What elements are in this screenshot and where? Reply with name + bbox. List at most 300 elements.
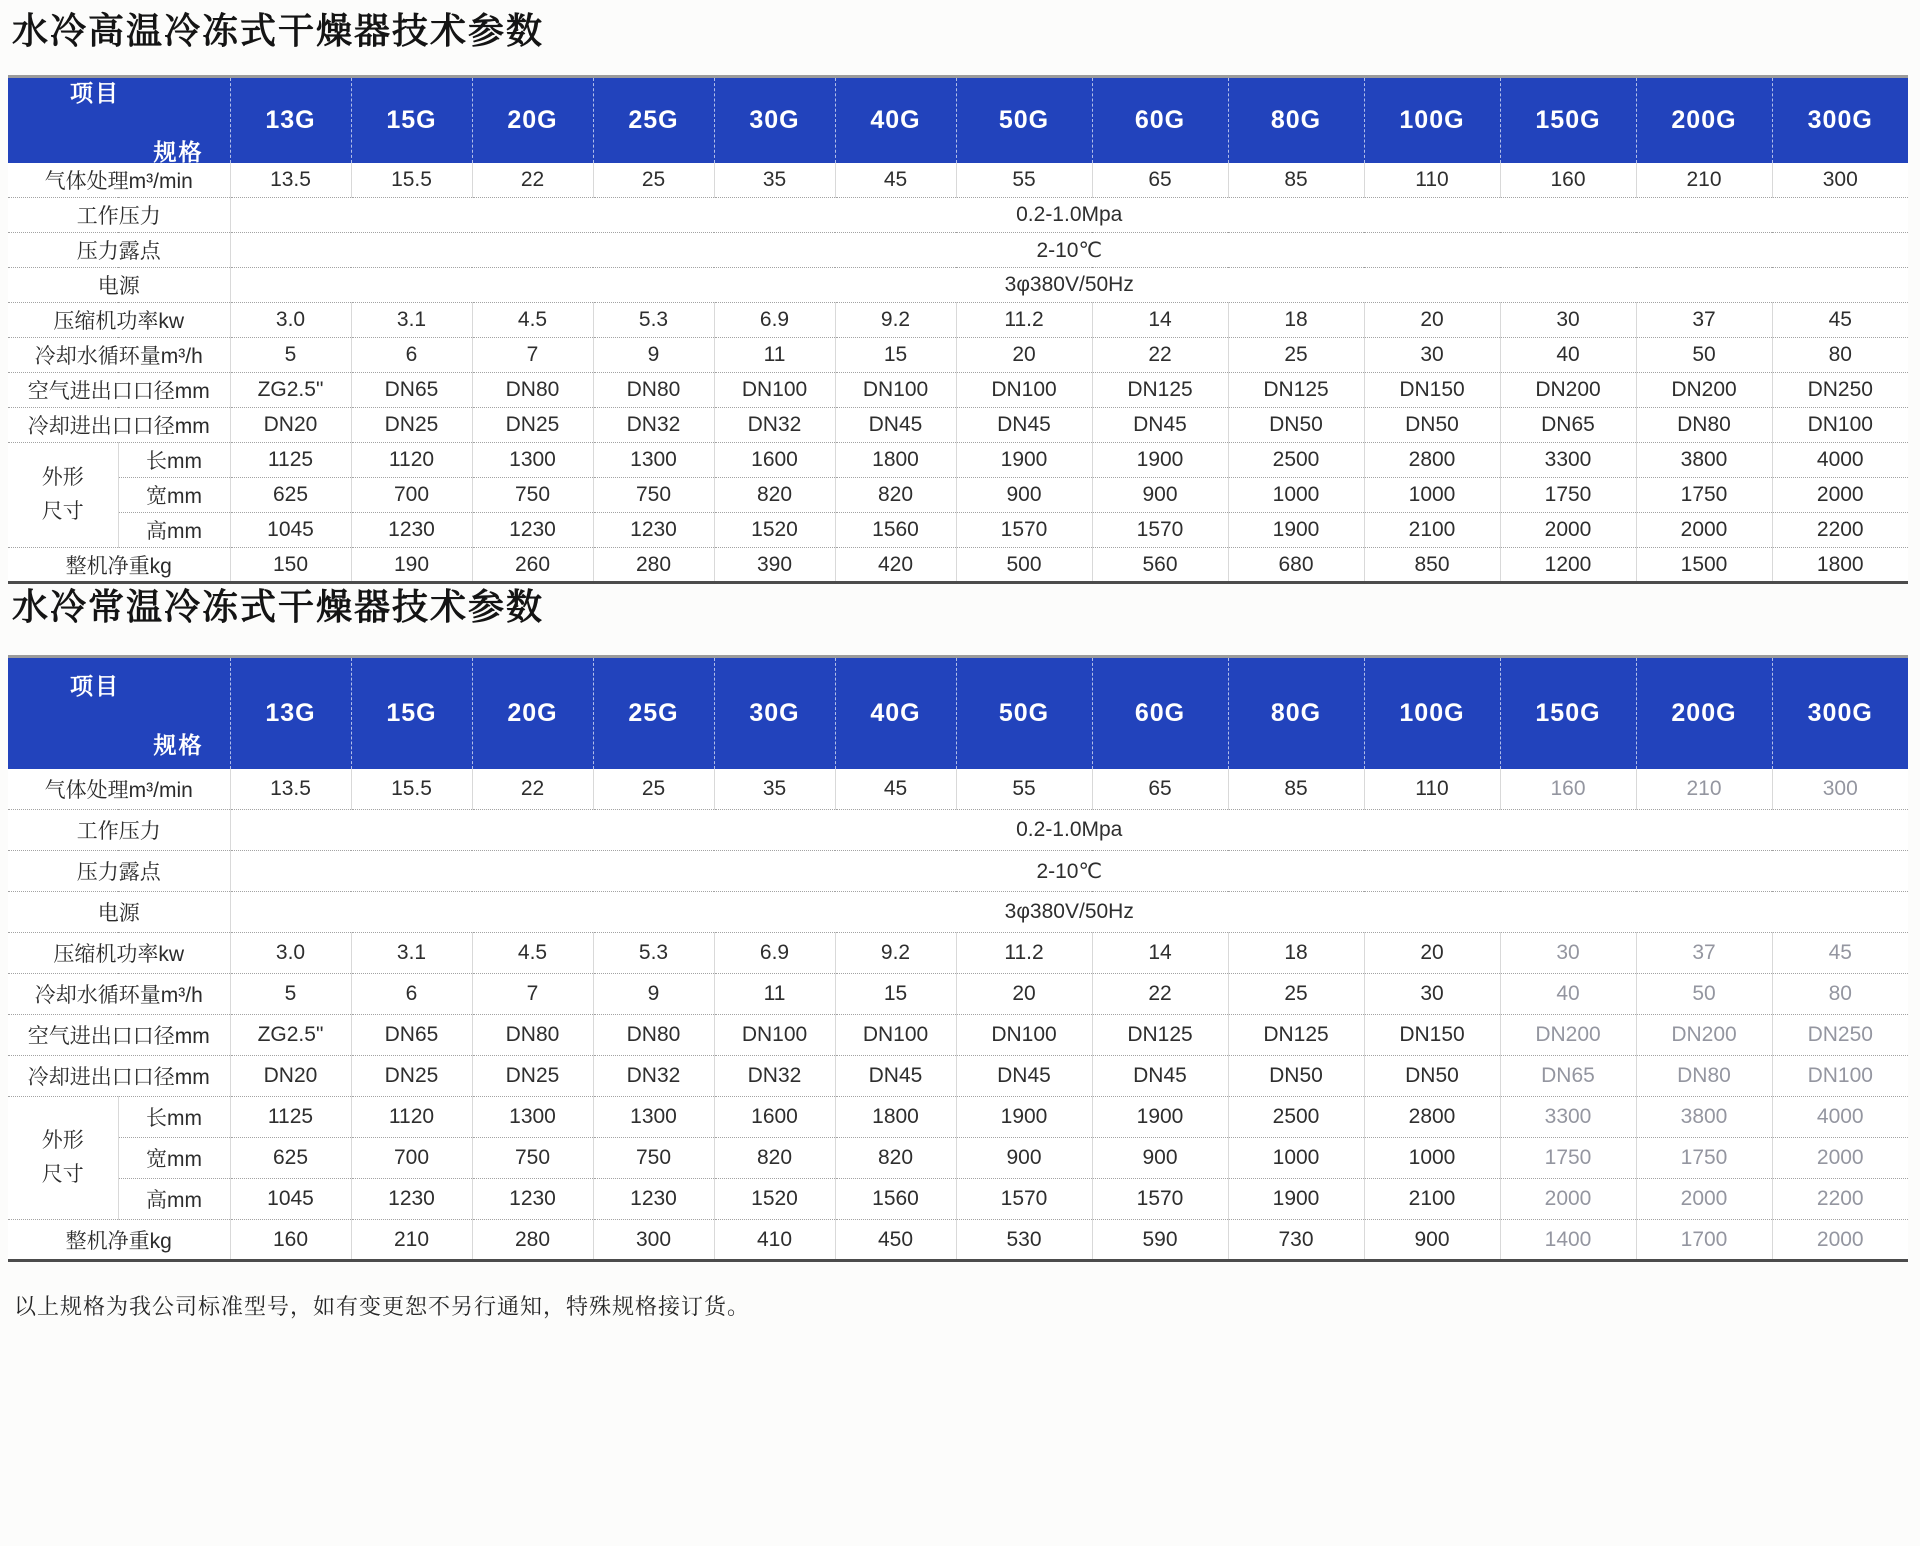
- spec-value-cell: DN100: [1772, 408, 1908, 443]
- spec-value-cell: 11: [714, 338, 835, 373]
- spec-value-cell: 1300: [472, 443, 593, 478]
- row-label: 冷却水循环量m³/h: [8, 338, 230, 373]
- table-row: [8, 408, 1908, 443]
- spec-value-cell: 2200: [1772, 513, 1908, 548]
- table-row: [8, 892, 1908, 933]
- spec-value-cell: DN32: [714, 1056, 835, 1097]
- spec-value-cell: 700: [351, 1138, 472, 1179]
- row-label: 压力露点: [8, 851, 230, 892]
- spec-value-cell: 22: [472, 769, 593, 810]
- column-header: 20G: [472, 77, 593, 163]
- spec-span-value: 0.2-1.0Mpa: [230, 810, 1908, 851]
- spec-value-cell: 3.1: [351, 303, 472, 338]
- spec-value-cell: 1570: [1092, 513, 1228, 548]
- spec-value-cell: DN80: [472, 373, 593, 408]
- spec-value-cell: 18: [1228, 303, 1364, 338]
- row-label: 气体处理m³/min: [8, 769, 230, 810]
- spec-value-cell: DN100: [714, 1015, 835, 1056]
- spec-span-value: 3φ380V/50Hz: [230, 892, 1908, 933]
- spec-value-cell: 1230: [351, 1179, 472, 1220]
- spec-value-cell: 22: [1092, 338, 1228, 373]
- spec-value-cell: 1120: [351, 443, 472, 478]
- spec-value-cell: 22: [472, 163, 593, 198]
- spec-value-cell: 13.5: [230, 769, 351, 810]
- table-row: [8, 233, 1908, 268]
- spec-value-cell: 5: [230, 338, 351, 373]
- spec-value-cell: 1750: [1500, 478, 1636, 513]
- spec-value-cell: 1125: [230, 1097, 351, 1138]
- spec-span-value: 3φ380V/50Hz: [230, 268, 1908, 303]
- row-sublabel: 宽mm: [118, 1138, 230, 1179]
- spec-value-cell: DN32: [593, 408, 714, 443]
- spec-span-value: 0.2-1.0Mpa: [230, 198, 1908, 233]
- spec-value-cell: DN125: [1228, 1015, 1364, 1056]
- spec-value-cell: DN150: [1364, 1015, 1500, 1056]
- spec-value-cell: DN45: [956, 1056, 1092, 1097]
- column-header: 100G: [1364, 657, 1500, 769]
- row-sublabel: 长mm: [118, 443, 230, 478]
- spec-value-cell: 1230: [593, 513, 714, 548]
- spec-value-cell: 1230: [472, 513, 593, 548]
- spec-value-cell: 560: [1092, 548, 1228, 583]
- spec-value-cell: DN100: [1772, 1056, 1908, 1097]
- spec-value-cell: 1900: [1092, 443, 1228, 478]
- spec-value-cell: 3.0: [230, 303, 351, 338]
- spec-value-cell: 2000: [1500, 1179, 1636, 1220]
- spec-value-cell: 1900: [1228, 1179, 1364, 1220]
- corner-spec-label: 规格: [153, 139, 204, 166]
- table-row: [8, 1179, 1908, 1220]
- spec-value-cell: 25: [1228, 974, 1364, 1015]
- spec-value-cell: 35: [714, 769, 835, 810]
- spec-value-cell: 1300: [472, 1097, 593, 1138]
- spec-value-cell: 280: [593, 548, 714, 583]
- spec-value-cell: 25: [593, 769, 714, 810]
- spec-value-cell: 1230: [472, 1179, 593, 1220]
- spec-value-cell: DN200: [1636, 1015, 1772, 1056]
- spec-value-cell: 3.0: [230, 933, 351, 974]
- spec-table: [8, 655, 1908, 1262]
- spec-value-cell: 3300: [1500, 1097, 1636, 1138]
- table-row: [8, 851, 1908, 892]
- column-header: 80G: [1228, 77, 1364, 163]
- spec-value-cell: 3800: [1636, 1097, 1772, 1138]
- row-label: 压缩机功率kw: [8, 303, 230, 338]
- spec-value-cell: 20: [956, 974, 1092, 1015]
- corner-item-label: 项目: [70, 673, 120, 700]
- spec-value-cell: 20: [1364, 303, 1500, 338]
- column-header: 40G: [835, 77, 956, 163]
- spec-value-cell: DN25: [351, 408, 472, 443]
- spec-value-cell: 1750: [1636, 478, 1772, 513]
- spec-value-cell: 450: [835, 1220, 956, 1261]
- spec-value-cell: 730: [1228, 1220, 1364, 1261]
- spec-value-cell: 530: [956, 1220, 1092, 1261]
- spec-value-cell: 2000: [1772, 1220, 1908, 1261]
- spec-value-cell: DN45: [835, 408, 956, 443]
- spec-value-cell: 1200: [1500, 548, 1636, 583]
- spec-value-cell: DN50: [1228, 1056, 1364, 1097]
- spec-value-cell: 5: [230, 974, 351, 1015]
- spec-value-cell: DN200: [1500, 1015, 1636, 1056]
- spec-value-cell: 110: [1364, 163, 1500, 198]
- row-label: 冷却进出口口径mm: [8, 408, 230, 443]
- row-label: 冷却进出口口径mm: [8, 1056, 230, 1097]
- spec-value-cell: 15.5: [351, 769, 472, 810]
- spec-value-cell: 65: [1092, 163, 1228, 198]
- row-label: 压缩机功率kw: [8, 933, 230, 974]
- spec-value-cell: ZG2.5": [230, 373, 351, 408]
- spec-value-cell: 900: [956, 1138, 1092, 1179]
- spec-value-cell: 1900: [1228, 513, 1364, 548]
- spec-value-cell: DN45: [835, 1056, 956, 1097]
- spec-value-cell: 1000: [1228, 1138, 1364, 1179]
- spec-value-cell: 65: [1092, 769, 1228, 810]
- table-row: [8, 810, 1908, 851]
- spec-value-cell: DN32: [593, 1056, 714, 1097]
- spec-value-cell: DN100: [835, 373, 956, 408]
- spec-value-cell: DN125: [1092, 373, 1228, 408]
- spec-value-cell: DN65: [351, 373, 472, 408]
- spec-value-cell: 700: [351, 478, 472, 513]
- spec-value-cell: 590: [1092, 1220, 1228, 1261]
- spec-value-cell: 1520: [714, 1179, 835, 1220]
- spec-span-value: 2-10℃: [230, 851, 1908, 892]
- spec-value-cell: 7: [472, 338, 593, 373]
- spec-value-cell: 30: [1500, 933, 1636, 974]
- spec-value-cell: 300: [1772, 163, 1908, 198]
- spec-value-cell: 1900: [1092, 1097, 1228, 1138]
- spec-value-cell: DN200: [1500, 373, 1636, 408]
- spec-value-cell: 4000: [1772, 443, 1908, 478]
- dimension-group-label: 外形尺寸: [8, 443, 118, 548]
- spec-value-cell: 85: [1228, 769, 1364, 810]
- table-row: [8, 163, 1908, 198]
- row-label: 整机净重kg: [65, 554, 172, 578]
- spec-value-cell: DN100: [835, 1015, 956, 1056]
- column-header: 300G: [1772, 657, 1908, 769]
- spec-value-cell: 900: [1092, 1138, 1228, 1179]
- row-label: 工作压力: [8, 810, 230, 851]
- table-row: [8, 268, 1908, 303]
- spec-value-cell: 410: [714, 1220, 835, 1261]
- table-title-normal-temp: 水冷常温冷冻式干燥器技术参数: [12, 586, 545, 627]
- column-header: 25G: [593, 77, 714, 163]
- spec-value-cell: 1300: [593, 443, 714, 478]
- spec-value-cell: 280: [472, 1220, 593, 1261]
- column-header: 50G: [956, 657, 1092, 769]
- spec-value-cell: DN50: [1228, 408, 1364, 443]
- spec-value-cell: 1750: [1636, 1138, 1772, 1179]
- spec-value-cell: 750: [472, 478, 593, 513]
- spec-value-cell: 45: [1772, 303, 1908, 338]
- row-sublabel: 高mm: [118, 513, 230, 548]
- table-row: [8, 198, 1908, 233]
- column-header: 15G: [351, 77, 472, 163]
- row-label: 电源: [8, 892, 230, 933]
- column-header: 50G: [956, 77, 1092, 163]
- spec-value-cell: 300: [1772, 769, 1908, 810]
- table-row: [8, 338, 1908, 373]
- spec-value-cell: DN32: [714, 408, 835, 443]
- table-row: [8, 933, 1908, 974]
- spec-value-cell: 390: [714, 548, 835, 583]
- spec-value-cell: DN45: [956, 408, 1092, 443]
- spec-value-cell: 820: [714, 1138, 835, 1179]
- spec-value-cell: 6.9: [714, 303, 835, 338]
- spec-value-cell: ZG2.5": [230, 1015, 351, 1056]
- spec-value-cell: 2000: [1500, 513, 1636, 548]
- spec-value-cell: 80: [1772, 974, 1908, 1015]
- spec-value-cell: 45: [835, 769, 956, 810]
- spec-value-cell: 1230: [351, 513, 472, 548]
- row-label: 空气进出口口径mm: [8, 373, 230, 408]
- spec-value-cell: DN50: [1364, 1056, 1500, 1097]
- spec-value-cell: 190: [351, 548, 472, 583]
- spec-value-cell: 18: [1228, 933, 1364, 974]
- spec-value-cell: DN65: [1500, 408, 1636, 443]
- column-header: 40G: [835, 657, 956, 769]
- spec-value-cell: 14: [1092, 303, 1228, 338]
- spec-value-cell: DN45: [1092, 1056, 1228, 1097]
- spec-value-cell: 900: [956, 478, 1092, 513]
- spec-value-cell: DN100: [956, 373, 1092, 408]
- spec-value-cell: 1800: [835, 443, 956, 478]
- spec-value-cell: 40: [1500, 974, 1636, 1015]
- table-row: [8, 974, 1908, 1015]
- spec-value-cell: 625: [230, 1138, 351, 1179]
- row-label: 工作压力: [8, 198, 230, 233]
- column-header: 15G: [351, 657, 472, 769]
- spec-value-cell: 37: [1636, 303, 1772, 338]
- spec-value-cell: 750: [593, 1138, 714, 1179]
- corner-item-label: 项目: [70, 80, 120, 107]
- spec-value-cell: DN80: [1636, 1056, 1772, 1097]
- spec-value-cell: 2100: [1364, 513, 1500, 548]
- spec-span-value: 2-10℃: [230, 233, 1908, 268]
- column-header: 200G: [1636, 657, 1772, 769]
- table-title-high-temp: 水冷高温冷冻式干燥器技术参数: [12, 10, 545, 51]
- spec-value-cell: 5.3: [593, 933, 714, 974]
- table-row: [8, 443, 1908, 478]
- spec-value-cell: 3300: [1500, 443, 1636, 478]
- spec-value-cell: 210: [1636, 769, 1772, 810]
- spec-value-cell: 1120: [351, 1097, 472, 1138]
- spec-value-cell: DN65: [351, 1015, 472, 1056]
- spec-value-cell: 1800: [835, 1097, 956, 1138]
- spec-value-cell: 150: [230, 548, 351, 583]
- spec-value-cell: DN125: [1092, 1015, 1228, 1056]
- spec-value-cell: DN25: [472, 408, 593, 443]
- spec-value-cell: 40: [1500, 338, 1636, 373]
- column-header: 300G: [1772, 77, 1908, 163]
- spec-value-cell: 2200: [1772, 1179, 1908, 1220]
- row-label: 空气进出口口径mm: [8, 1015, 230, 1056]
- spec-value-cell: DN200: [1636, 373, 1772, 408]
- spec-value-cell: 9: [593, 974, 714, 1015]
- spec-table: [8, 75, 1908, 584]
- spec-value-cell: 50: [1636, 338, 1772, 373]
- spec-value-cell: 210: [1636, 163, 1772, 198]
- spec-value-cell: 3800: [1636, 443, 1772, 478]
- row-label: 冷却水循环量m³/h: [8, 974, 230, 1015]
- row-label: 整机净重kg: [65, 1229, 172, 1253]
- spec-value-cell: 14: [1092, 933, 1228, 974]
- spec-value-cell: 1045: [230, 513, 351, 548]
- spec-value-cell: 2800: [1364, 443, 1500, 478]
- spec-value-cell: 210: [351, 1220, 472, 1261]
- spec-value-cell: 1000: [1364, 1138, 1500, 1179]
- column-header: 150G: [1500, 657, 1636, 769]
- spec-value-cell: 2000: [1636, 1179, 1772, 1220]
- spec-value-cell: 15: [835, 974, 956, 1015]
- spec-value-cell: 30: [1500, 303, 1636, 338]
- spec-value-cell: 6: [351, 974, 472, 1015]
- spec-value-cell: 50: [1636, 974, 1772, 1015]
- spec-value-cell: DN50: [1364, 408, 1500, 443]
- spec-value-cell: DN80: [593, 1015, 714, 1056]
- spec-value-cell: 1600: [714, 443, 835, 478]
- corner-spec-label: 规格: [153, 732, 204, 759]
- spec-value-cell: 1570: [956, 1179, 1092, 1220]
- spec-value-cell: 850: [1364, 548, 1500, 583]
- spec-value-cell: 5.3: [593, 303, 714, 338]
- spec-value-cell: DN150: [1364, 373, 1500, 408]
- spec-value-cell: 3.1: [351, 933, 472, 974]
- spec-value-cell: 9: [593, 338, 714, 373]
- column-header: 25G: [593, 657, 714, 769]
- spec-value-cell: 820: [714, 478, 835, 513]
- spec-value-cell: 37: [1636, 933, 1772, 974]
- spec-value-cell: 1900: [956, 1097, 1092, 1138]
- row-label: 气体处理m³/min: [8, 163, 230, 198]
- spec-value-cell: DN20: [230, 408, 351, 443]
- spec-value-cell: 1000: [1364, 478, 1500, 513]
- spec-value-cell: 1520: [714, 513, 835, 548]
- spec-value-cell: DN100: [956, 1015, 1092, 1056]
- spec-value-cell: 13.5: [230, 163, 351, 198]
- spec-value-cell: 1900: [956, 443, 1092, 478]
- spec-value-cell: 1230: [593, 1179, 714, 1220]
- spec-value-cell: 4.5: [472, 933, 593, 974]
- spec-value-cell: 1570: [1092, 1179, 1228, 1220]
- table-row: [8, 1138, 1908, 1179]
- spec-value-cell: 900: [1364, 1220, 1500, 1261]
- spec-value-cell: DN250: [1772, 1015, 1908, 1056]
- row-sublabel: 长mm: [118, 1097, 230, 1138]
- spec-value-cell: DN250: [1772, 373, 1908, 408]
- column-header: 150G: [1500, 77, 1636, 163]
- spec-value-cell: 9.2: [835, 933, 956, 974]
- spec-value-cell: 30: [1364, 974, 1500, 1015]
- column-header: 80G: [1228, 657, 1364, 769]
- spec-value-cell: 2000: [1636, 513, 1772, 548]
- table-row: [8, 1097, 1908, 1138]
- spec-value-cell: DN45: [1092, 408, 1228, 443]
- spec-value-cell: 20: [956, 338, 1092, 373]
- spec-value-cell: 11.2: [956, 303, 1092, 338]
- spec-value-cell: 110: [1364, 769, 1500, 810]
- spec-value-cell: 1000: [1228, 478, 1364, 513]
- table-row: [8, 1056, 1908, 1097]
- table-row: [8, 373, 1908, 408]
- high-temp-spec-table-container: [8, 75, 1912, 584]
- spec-value-cell: 300: [593, 1220, 714, 1261]
- spec-value-cell: 900: [1092, 478, 1228, 513]
- column-header: 30G: [714, 77, 835, 163]
- spec-value-cell: DN100: [714, 373, 835, 408]
- spec-value-cell: 4000: [1772, 1097, 1908, 1138]
- table-row: [8, 1015, 1908, 1056]
- corner-header-cell: [8, 77, 230, 166]
- column-header: 200G: [1636, 77, 1772, 163]
- spec-value-cell: 750: [593, 478, 714, 513]
- column-header: 100G: [1364, 77, 1500, 163]
- spec-value-cell: 15: [835, 338, 956, 373]
- spec-value-cell: 160: [230, 1220, 351, 1261]
- spec-value-cell: 25: [1228, 338, 1364, 373]
- column-header: 60G: [1092, 77, 1228, 163]
- spec-value-cell: 15.5: [351, 163, 472, 198]
- spec-value-cell: DN25: [472, 1056, 593, 1097]
- row-label: 压力露点: [8, 233, 230, 268]
- column-header: 13G: [230, 657, 351, 769]
- spec-value-cell: 625: [230, 478, 351, 513]
- column-header: 13G: [230, 77, 351, 163]
- spec-value-cell: 45: [835, 163, 956, 198]
- spec-value-cell: 11.2: [956, 933, 1092, 974]
- footer-note: 以上规格为我公司标准型号，如有变更恕不另行通知，特殊规格接订货。: [14, 1294, 751, 1319]
- table-row: [8, 478, 1908, 513]
- spec-value-cell: 260: [472, 548, 593, 583]
- spec-value-cell: 2500: [1228, 1097, 1364, 1138]
- spec-value-cell: 750: [472, 1138, 593, 1179]
- spec-value-cell: 11: [714, 974, 835, 1015]
- spec-value-cell: 1700: [1636, 1220, 1772, 1261]
- normal-temp-spec-table-container: [8, 655, 1912, 1262]
- column-header: 60G: [1092, 657, 1228, 769]
- table-row: [8, 303, 1908, 338]
- spec-value-cell: 85: [1228, 163, 1364, 198]
- spec-value-cell: 80: [1772, 338, 1908, 373]
- spec-value-cell: DN65: [1500, 1056, 1636, 1097]
- spec-value-cell: DN125: [1228, 373, 1364, 408]
- spec-value-cell: 1125: [230, 443, 351, 478]
- spec-value-cell: 2000: [1772, 478, 1908, 513]
- spec-value-cell: 1560: [835, 1179, 956, 1220]
- spec-value-cell: 1570: [956, 513, 1092, 548]
- spec-value-cell: 2800: [1364, 1097, 1500, 1138]
- spec-value-cell: 4.5: [472, 303, 593, 338]
- spec-value-cell: 1045: [230, 1179, 351, 1220]
- spec-value-cell: 820: [835, 1138, 956, 1179]
- spec-value-cell: 1500: [1636, 548, 1772, 583]
- table-row: [8, 513, 1908, 548]
- spec-value-cell: 55: [956, 163, 1092, 198]
- spec-value-cell: 22: [1092, 974, 1228, 1015]
- spec-value-cell: 30: [1364, 338, 1500, 373]
- spec-value-cell: DN20: [230, 1056, 351, 1097]
- column-header: 20G: [472, 657, 593, 769]
- row-label: 电源: [8, 268, 230, 303]
- spec-value-cell: 1300: [593, 1097, 714, 1138]
- spec-value-cell: 1750: [1500, 1138, 1636, 1179]
- spec-value-cell: 2500: [1228, 443, 1364, 478]
- spec-value-cell: 2100: [1364, 1179, 1500, 1220]
- spec-value-cell: 680: [1228, 548, 1364, 583]
- spec-value-cell: 35: [714, 163, 835, 198]
- row-sublabel: 高mm: [118, 1179, 230, 1220]
